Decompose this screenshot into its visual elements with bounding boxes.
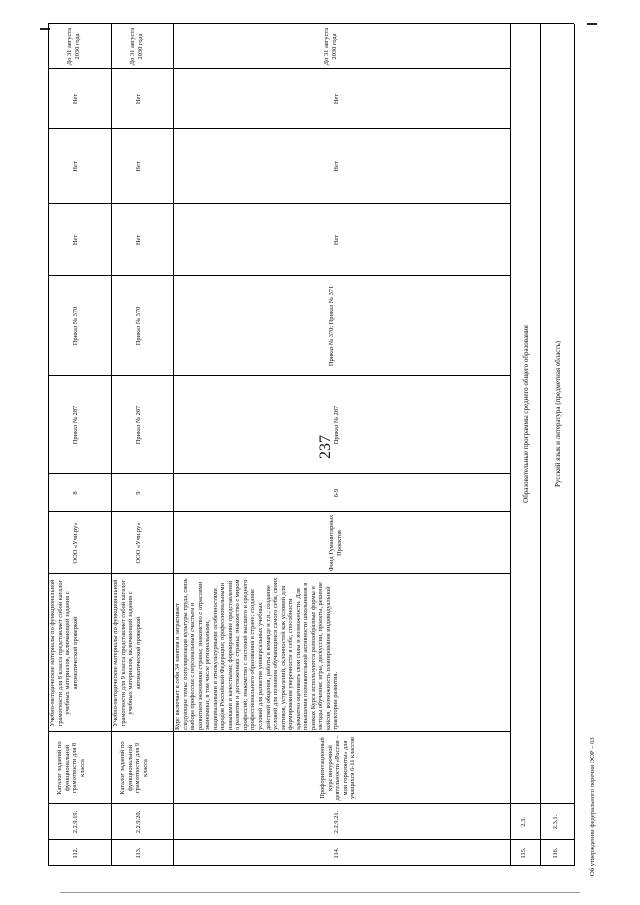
flag-1: Нет (333, 234, 340, 246)
footer-note: Об утверждении федерального перечня ЭОР – 03 (589, 737, 596, 876)
resource-name: Каталог заданий по функциональной грамотности для 8 класса (56, 741, 86, 795)
row-number: 113. (135, 847, 142, 859)
row-number: 116. (552, 847, 559, 859)
flag-3: Нет (72, 93, 79, 105)
subsection-heading: Русский язык и литература (предметная область) (554, 341, 562, 487)
section-heading: Образовательные программы среднего общего образования (522, 325, 530, 503)
order-primary: Приказ № 287 (135, 405, 142, 445)
flag-3: Нет (333, 93, 340, 105)
deadline: До 31 августа 2030 года (129, 27, 144, 66)
organization: Фонд Гуманитарных Проектов (328, 514, 343, 572)
flag-3: Нет (135, 93, 142, 105)
rotated-document-table (40, 18, 615, 884)
row-code: 2.3.1. (552, 814, 559, 830)
flag-2: Нет (333, 161, 340, 172)
order-primary: Приказ № 287 (72, 405, 79, 445)
deadline: До 31 августа 2030 года (323, 27, 338, 66)
order-primary: Приказ № 287 (333, 405, 340, 445)
resource-description: Курс включает в себя 34 занятия и затрагивает следующие темы: популяризация культуры труда, связь выбора профессии с персональным счастьем и развитием экономики страны; знакомство с отраслями экономики, в том числе региональными, национальными и этнокультурными особенностями народов Российской Федерации; профессиональными навыками и качествами; формирование представлений о развитии и достижениях страны; знакомство с миром профессий; знакомство с системой высшего и среднего профессионального образования в стране; создание условий для развития универсальных учебных действий общения, работы в команде и т.п.; создание условий для познания обучающимся самого себя, своих мотивов, устремлений, склонностей как условий для формирования уверенности в себе, способности адекватно оценивать свои силы и возможности. Для повышения познавательной активности школьников в рамках Курса используются разнообразные формы и методы обучения: игры, дискуссии, проекты, решение кейсов, возможность планирования индивидуальной траектории развития. (174, 577, 340, 730)
row-number: 115. (520, 847, 527, 859)
organization: ООО «Учи.ру» (72, 522, 79, 564)
scan-mark-bottom (60, 892, 580, 893)
deadline: До 31 августа 2030 года (66, 27, 81, 66)
resource-description: Учебно-методические материалы по функциональной грамотности для 9 класса представляет собой каталог учебных материалов, включающий задания с автоматической проверкой (112, 579, 142, 727)
resource-description: Учебно-методические материалы по функциональной грамотности для 8 класса представляет собой каталог учебных материалов, включающий задания с автоматической проверкой (49, 579, 79, 727)
grade: 8 (72, 491, 79, 495)
row-code: 2.2.9.20. (135, 810, 142, 834)
row-code: 2.3. (520, 817, 527, 827)
row-number: 112. (72, 847, 79, 859)
order-secondary: Приказ № 370 (135, 306, 142, 346)
row-code: 2.2.9.19. (72, 810, 79, 834)
flag-2: Нет (72, 161, 79, 172)
page-number: 237 (317, 435, 334, 459)
row-number: 114. (333, 847, 340, 859)
grade: 6-9 (333, 488, 340, 498)
flag-1: Нет (72, 234, 79, 246)
flag-2: Нет (135, 161, 142, 172)
organization: ООО «Учи.ру» (135, 522, 142, 564)
resource-name: Каталог заданий по функциональной грамотности для 9 класса (119, 741, 149, 795)
grade: 9 (135, 491, 142, 495)
order-secondary: Приказ № 370 (72, 306, 79, 346)
row-code: 2.2.9.21. (333, 810, 340, 834)
order-secondary: Приказ № 370; Приказ № 371 (328, 285, 335, 367)
flag-1: Нет (135, 234, 142, 246)
resource-name: Профориентационный курс внеурочной деятельности «Россия – мои горизонты» для учащихся 6-11 классов (319, 735, 357, 801)
